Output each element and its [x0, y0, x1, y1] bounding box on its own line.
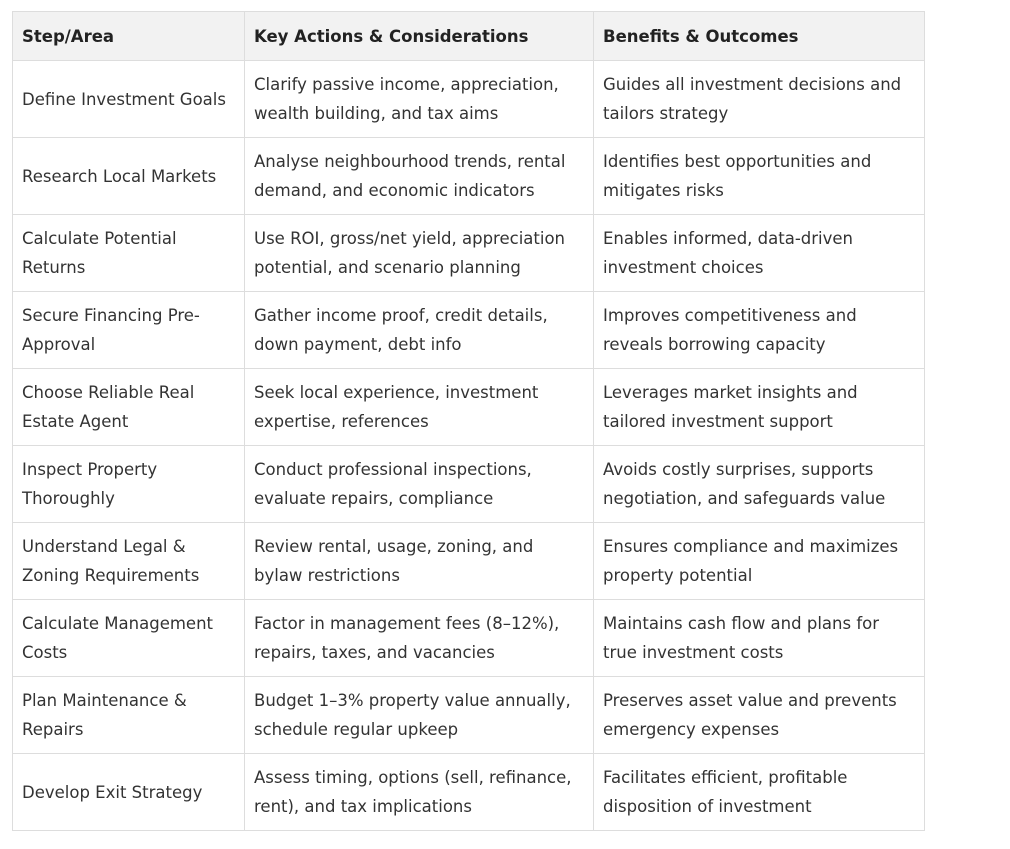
benefits-cell: Facilitates efficient, profitable disposition of investment [594, 754, 925, 831]
actions-cell: Clarify passive income, appreciation, wealth building, and tax aims [245, 61, 594, 138]
benefits-cell: Maintains cash flow and plans for true investment costs [594, 600, 925, 677]
table-row [13, 600, 925, 677]
column-header-key-actions: Key Actions & Considerations [245, 12, 594, 61]
table-row [13, 677, 925, 754]
step-cell: Define Investment Goals [13, 61, 245, 138]
actions-cell: Assess timing, options (sell, refinance, rent), and tax implications [245, 754, 594, 831]
benefits-cell: Guides all investment decisions and tailors strategy [594, 61, 925, 138]
table-row [13, 446, 925, 523]
actions-cell: Seek local experience, investment expertise, references [245, 369, 594, 446]
actions-cell: Use ROI, gross/net yield, appreciation potential, and scenario planning [245, 215, 594, 292]
step-cell: Calculate Potential Returns [13, 215, 245, 292]
step-cell: Develop Exit Strategy [13, 754, 245, 831]
benefits-cell: Leverages market insights and tailored investment support [594, 369, 925, 446]
benefits-cell: Improves competitiveness and reveals borrowing capacity [594, 292, 925, 369]
benefits-cell: Avoids costly surprises, supports negotiation, and safeguards value [594, 446, 925, 523]
table-row [13, 138, 925, 215]
benefits-cell: Preserves asset value and prevents emergency expenses [594, 677, 925, 754]
table-header-row [13, 12, 925, 61]
step-cell: Research Local Markets [13, 138, 245, 215]
table-row [13, 754, 925, 831]
benefits-cell: Enables informed, data-driven investment choices [594, 215, 925, 292]
table-row [13, 369, 925, 446]
table-row [13, 215, 925, 292]
step-cell: Calculate Management Costs [13, 600, 245, 677]
actions-cell: Budget 1–3% property value annually, schedule regular upkeep [245, 677, 594, 754]
step-cell: Understand Legal & Zoning Requirements [13, 523, 245, 600]
column-header-step-area: Step/Area [13, 12, 245, 61]
benefits-cell: Ensures compliance and maximizes property potential [594, 523, 925, 600]
table-row [13, 292, 925, 369]
actions-cell: Conduct professional inspections, evaluate repairs, compliance [245, 446, 594, 523]
benefits-cell: Identifies best opportunities and mitigates risks [594, 138, 925, 215]
table-row [13, 61, 925, 138]
column-header-benefits: Benefits & Outcomes [594, 12, 925, 61]
step-cell: Secure Financing Pre-Approval [13, 292, 245, 369]
step-cell: Plan Maintenance & Repairs [13, 677, 245, 754]
table-row [13, 523, 925, 600]
step-cell: Choose Reliable Real Estate Agent [13, 369, 245, 446]
actions-cell: Factor in management fees (8–12%), repairs, taxes, and vacancies [245, 600, 594, 677]
step-cell: Inspect Property Thoroughly [13, 446, 245, 523]
actions-cell: Gather income proof, credit details, down payment, debt info [245, 292, 594, 369]
investment-steps-table [12, 11, 925, 831]
actions-cell: Review rental, usage, zoning, and bylaw restrictions [245, 523, 594, 600]
actions-cell: Analyse neighbourhood trends, rental demand, and economic indicators [245, 138, 594, 215]
